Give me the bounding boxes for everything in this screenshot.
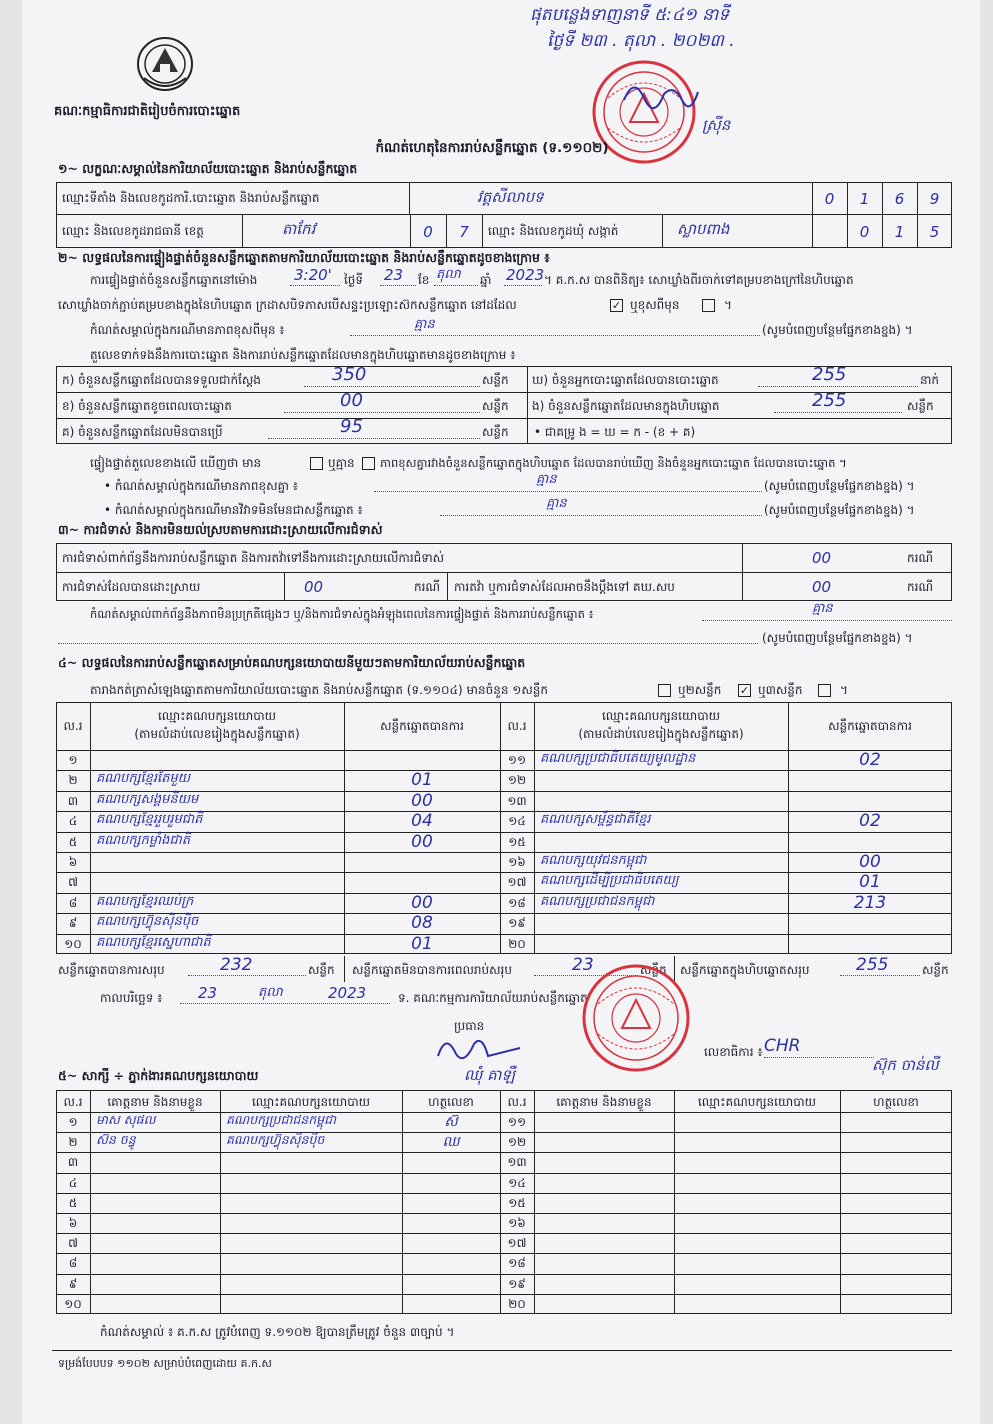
section-4-title: ៤~ លទ្ធផលនៃការរាប់សន្លឹកឆ្នោតសម្រាប់គណបក្សនយោបាយនីមួយៗតាមការិយាល័យរាប់សន្លឹកឆ្នោត	[58, 655, 526, 670]
fill-back-note: (សូមបំពេញបន្ថែមផ្នែកខាងខ្នង) ។	[764, 479, 915, 493]
chairman-signature-icon	[434, 1030, 524, 1070]
nec-emblem-icon	[134, 34, 196, 94]
col-votes-header: សន្លឹកឆ្នោតបានការ	[828, 719, 912, 733]
witness-col-no: ល.រ	[507, 1095, 527, 1109]
fill-back-note: (សូមបំពេញបន្ថែមផ្នែកខាងខ្នង) ។	[762, 323, 913, 337]
result-party-name: គណបក្សកម្លាំងជាតិ	[96, 832, 191, 848]
station-code-digit: 1	[859, 190, 870, 208]
sheet-2-checkbox[interactable]: ✓	[739, 684, 750, 697]
note-change-label: កំណត់សម្គាល់ក្នុងករណីមានភាពខុសពីមុន ៖	[90, 323, 285, 337]
changed-checkbox[interactable]	[702, 299, 715, 312]
result-row-no: ៦	[68, 855, 78, 869]
col-no-header: ល.រ	[63, 719, 83, 733]
result-row-no: ៨	[68, 895, 78, 910]
witness-signature: ឈ	[442, 1134, 460, 1151]
unit-sheets: សន្លឹក	[907, 399, 934, 413]
commune-label: ឈ្មោះ និងលេខកូដឃុំ សង្កាត់	[488, 224, 619, 238]
handwritten-date-note: ថ្ងៃទី ២៣ . តុលា . ២០២៣ .	[547, 31, 735, 51]
result-row-no: ១៣	[507, 793, 527, 808]
witness-row-no: ២០	[508, 1296, 526, 1311]
witness-party: គណបក្សហ៊្វុនស៊ិនប៉ិច	[226, 1132, 325, 1148]
result-votes: 00	[411, 790, 433, 811]
result-votes: 01	[411, 933, 433, 954]
section-3-title: ៣~ ការជំទាស់ និងការមិនយល់ស្របតាមការដោះស្រាយលើការជំទាស់	[58, 522, 383, 537]
fill-back-note: (សូមបំពេញបន្ថែមផ្នែកខាងខ្នង) ។	[762, 631, 913, 645]
total-valid-label: សន្លឹកឆ្នោតបានការសរុប	[58, 963, 165, 977]
verify-month-value: តុលា	[436, 267, 461, 282]
changed-label: ឬខុសពីមុន	[630, 298, 680, 312]
witness-name: មាស សុផល	[96, 1112, 156, 1127]
witness-signature: ស៊	[444, 1114, 458, 1130]
date-day: 23	[198, 984, 218, 1002]
station-code-digit: 9	[929, 190, 940, 208]
difference-no-checkbox[interactable]	[362, 457, 375, 470]
verify-year-value: 2023	[506, 266, 545, 284]
result-party-name: គណបក្សសង្គមនិយម	[96, 791, 199, 807]
section-1-title: ១~ លក្ខណៈសម្គាល់នៃការិយាល័យបោះឆ្នោត និងរាប់សន្លឹកឆ្នោត	[58, 161, 358, 176]
difference-text-2: ភាពខុសគ្នារវាងចំនួនសន្លឹកឆ្នោតក្នុងហិបឆ្នោត ដែលបានរាប់ឃើញ និងចំនួនអ្នកបោះឆ្នោត ដែលបានបោះឆ្នោត ។	[380, 456, 847, 470]
unit-cases: ករណី	[907, 551, 934, 565]
received-ballots-label: ក) ចំនួនសន្លឹកឆ្នោតដែលបានទទួលជាក់ស្តែង	[62, 373, 261, 387]
unit-cases: ករណី	[414, 580, 441, 594]
form-title: កំណត់ហេតុនៃការរាប់សន្លឹកឆ្នោត (ទ.១១០២)	[375, 140, 609, 156]
result-row-no: ១០	[64, 936, 82, 951]
result-row-no: ១៦	[508, 855, 526, 869]
polling-station-value: វត្តសីលាបទ	[477, 188, 544, 206]
result-votes: 01	[411, 770, 433, 791]
date-label: កាលបរិច្ឆេទ ៖	[100, 991, 163, 1005]
difference-none-label: ឬគ្មាន	[328, 456, 355, 470]
date-month: តុលា	[258, 985, 283, 1000]
resolved-objection-label: ការជំទាស់ដែលបានដោះស្រាយ	[62, 580, 201, 594]
witness-row-no: ៤	[68, 1175, 78, 1190]
witness-col-signature: ហត្ថលេខា	[428, 1095, 474, 1109]
result-row-no: ១៩	[508, 916, 526, 931]
witness-row-no: ១៩	[508, 1276, 526, 1291]
note-dispute-label: • កំណត់សម្គាល់ក្នុងករណីមានវិវាទមិនមែនជាសន្លឹកឆ្នោត ៖	[104, 503, 363, 517]
handwritten-time-note: ផុតបន្លេងទាញនាទី ៥:៤១ នាទី	[530, 5, 730, 25]
footer-note: កំណត់សម្គាល់ ៖ គ.ក.ស ត្រូវបំពេញ ទ.១១០២ ឱ្យបានត្រឹមត្រូវ ចំនួន ៣ច្បាប់ ។	[100, 1325, 455, 1339]
spoiled-ballots-value: 00	[340, 390, 363, 411]
col-party-subheader: (តាមលំដាប់លេខរៀងក្នុងសន្លឹកឆ្នោត)	[578, 727, 744, 741]
result-row-no: ៤	[68, 814, 78, 829]
result-row-no: ១១	[507, 753, 527, 767]
result-row-no: ២	[68, 773, 78, 788]
difference-yes-checkbox[interactable]	[310, 457, 323, 470]
secretary-name: ស៊ុក ចាន់លី	[872, 1056, 939, 1074]
irregularity-note-value: គ្មាន	[812, 601, 833, 616]
commune-code-digit: 0	[859, 223, 870, 241]
total-box-label: សន្លឹកឆ្នោតក្នុងហិបឆ្នោតសរុប	[680, 963, 810, 977]
result-row-no: ១២	[507, 773, 527, 788]
col-party-subheader: (តាមលំដាប់លេខរៀងក្នុងសន្លឹកឆ្នោត)	[134, 727, 300, 741]
witness-row-no: ៩	[68, 1276, 78, 1291]
verify-day-text: ថ្ងៃទី	[344, 273, 364, 287]
witness-row-no: ១០	[64, 1296, 82, 1311]
witness-row-no: ៧	[68, 1236, 78, 1251]
witness-col-party: ឈ្មោះគណបក្សនយោបាយ	[251, 1095, 371, 1109]
verify-statement: ។ គ.ក.ស បានពិនិត្យ៖ សោឃ្លាំងពីរចាក់ទៅគម្របខាងក្រៅនៃហិបឆ្នោត	[544, 273, 854, 287]
result-row-no: ៥	[68, 834, 78, 849]
tally-sheet-text: តារាងកត់ត្រាសំឡេងឆ្នោតតាមការិយាល័យបោះឆ្នោត និងរាប់សន្លឹកឆ្នោត (ទ.១១០៤) មានចំនួន ១សន្លឹក	[90, 683, 548, 697]
result-party-name: គណបក្សប្រជាជនកម្ពុជា	[540, 893, 655, 909]
col-votes-header: សន្លឹកឆ្នោតបានការ	[380, 719, 464, 733]
result-votes: 00	[411, 831, 433, 852]
verify-year-text: ឆ្នាំ	[480, 273, 492, 287]
result-votes: 213	[853, 892, 887, 913]
province-code-digit: 0	[423, 223, 433, 241]
col-no-header: ល.រ	[507, 719, 527, 733]
result-row-no: ២០	[508, 936, 526, 951]
verify-time-text: ការផ្ទៀងផ្ទាត់ចំនួនសន្លឹកឆ្នោតនៅម៉ោង	[90, 273, 258, 287]
seal-signature-icon	[620, 70, 700, 120]
result-votes: 00	[411, 892, 433, 913]
station-code-digit: 6	[894, 190, 905, 208]
unit-sheets: សន្លឹក	[482, 399, 509, 413]
irregularity-note-label: កំណត់សម្គាល់ពាក់ព័ន្ធនឹងភាពមិនប្រក្រតីផ្សេងៗ ឬ/និងការជំទាស់ក្នុងអំឡុងពេលនៃការផ្ទៀងផ្ទាត់ និងការរាប់សន្លឹកឆ្នោត ៖	[90, 607, 594, 621]
witness-row-no: ១៤	[508, 1175, 526, 1190]
appeal-label: ការតវ៉ា ឬការជំទាស់ដែលអាចនឹងប្តឹងទៅ គឃ.សប	[454, 580, 675, 594]
result-row-no: ៩	[68, 916, 78, 931]
witness-col-signature: ហត្ថលេខា	[873, 1095, 919, 1109]
witness-col-name: គោត្តនាម និងនាមខ្លួន	[107, 1095, 203, 1109]
total-invalid-label: សន្លឹកឆ្នោតមិនបានការពេលរាប់សរុប	[352, 963, 512, 977]
result-party-name: គណបក្សខ្មែររួបរួមជាតិ	[96, 812, 203, 828]
result-votes: 02	[859, 750, 881, 770]
col-party-header: ឈ្មោះគណបក្សនយោបាយ	[157, 709, 277, 723]
unit-persons: នាក់	[920, 373, 940, 387]
result-votes: 00	[859, 852, 881, 872]
result-votes: 08	[411, 913, 433, 934]
result-row-no: ៧	[68, 875, 78, 890]
witness-party: គណបក្សប្រជាជនកម្ពុជា	[226, 1112, 336, 1127]
witness-row-no: ៣	[67, 1155, 79, 1170]
unit-sheets: សន្លឹក	[640, 963, 667, 977]
fill-back-note: (សូមបំពេញបន្ថែមផ្នែកខាងខ្នង) ។	[764, 503, 915, 517]
witness-name: ស៊ន ចន្ធូ	[96, 1132, 136, 1148]
verify-time-value: 3:20'	[294, 266, 332, 284]
objection-count-label: ការជំទាស់ពាក់ព័ន្ធនឹងការរាប់សន្លឹកឆ្នោត និងការតវ៉ាទៅនឹងការដោះស្រាយលើការជំទាស់	[62, 551, 445, 565]
same-checkbox[interactable]: ✓	[611, 299, 622, 312]
unit-sheets: សន្លឹក	[482, 425, 509, 439]
verify-statement-2: សោឃ្លាំងចាក់ភ្ជាប់គម្របខាងក្នុងនៃហិបឆ្នោត ក្រដាសបិទភាសបើសន្ទះប្រឡោះស៊កសន្លឹកឆ្នោត នៅដដែល	[58, 298, 517, 312]
station-code-digit: 0	[824, 190, 835, 208]
footer-form-label: ទម្រង់បែបបទ ១១០២ សម្រាប់បំពេញដោយ គ.ក.ស	[58, 1357, 272, 1370]
result-votes: 01	[859, 872, 881, 893]
witness-row-no: ១	[68, 1115, 78, 1129]
polling-station-label: ឈ្មោះទីតាំង និងលេខកូដការិ.បោះឆ្នោត និងរាប់សន្លឹកឆ្នោត	[62, 191, 320, 205]
sheet-3-label: ឬ៣សន្លឹក	[758, 683, 803, 697]
note-dispute-value: គ្មាន	[546, 496, 567, 511]
witness-row-no: ១៨	[508, 1256, 526, 1271]
form-page	[22, 0, 980, 1424]
date-year: 2023	[328, 984, 367, 1002]
witness-row-no: ២	[68, 1135, 78, 1150]
period-mark: ។	[724, 298, 732, 312]
objection-count-value: 00	[812, 549, 832, 567]
sheet-3-checkbox[interactable]	[818, 684, 831, 697]
witness-row-no: ១៥	[508, 1195, 526, 1210]
witness-row-no: ១៧	[507, 1236, 527, 1251]
total-valid-value: 232	[220, 955, 253, 975]
spoiled-ballots-label: ខ) ចំនួនសន្លឹកឆ្នោតខូចពេលបោះឆ្នោត	[62, 399, 232, 413]
stamp-initial: ស្រ៊ីន	[702, 116, 731, 134]
result-row-no: ១	[68, 753, 78, 767]
section-2-title: ២~ លទ្ធផលនៃការផ្ទៀងផ្ទាត់ចំនួនសន្លឹកឆ្នោតតាមការិយាល័យបោះឆ្នោត និងរាប់សន្លឹកឆ្នោតដូចខាងក្រោម ៖	[58, 250, 550, 265]
sheet-1-checkbox[interactable]	[658, 684, 671, 697]
total-invalid-value: 23	[572, 955, 594, 975]
received-ballots-value: 350	[332, 364, 367, 385]
witness-row-no: ១១	[507, 1115, 527, 1129]
appeal-value: 00	[812, 578, 832, 596]
result-row-no: ១៨	[508, 895, 526, 910]
result-party-name: គណបក្សខ្មែរឈប់ក្រ	[96, 893, 194, 909]
committee-seal-icon	[578, 962, 694, 1074]
result-party-name: គណបក្សដើម្បីប្រជាធិបតេយ្យ	[540, 873, 679, 889]
period-mark: ។	[840, 683, 848, 697]
secretary-label: លេខាធិការ ៖	[704, 1045, 763, 1059]
figures-intro: តួលេខទាក់ទងនឹងការបោះឆ្នោត និងការរាប់សន្លឹកឆ្នោតដែលមានក្នុងហិបឆ្នោតមានដូចខាងក្រោម ៖	[90, 348, 516, 362]
witness-col-name: គោត្តនាម និងនាមខ្លួន	[556, 1095, 652, 1109]
unit-cases: ករណី	[907, 580, 934, 594]
note-change-value: គ្មាន	[414, 317, 435, 332]
unit-sheets: សន្លឹក	[308, 963, 335, 977]
ballots-in-box-value: 255	[812, 390, 847, 411]
unit-sheets: សន្លឹក	[922, 963, 949, 977]
formula-note: • ជាគម្រូ ង = ឃ = ក - (ខ + គ)	[534, 425, 696, 439]
unused-ballots-value: 95	[340, 416, 363, 437]
result-row-no: ១៤	[508, 814, 526, 829]
result-party-name: គណបក្សខ្មែរតែមួយ	[96, 771, 191, 787]
province-label: ឈ្មោះ និងលេខកូដរាជធានី ខេត្ត	[62, 224, 204, 238]
verify-month-text: ខែ	[418, 273, 430, 287]
verify-day-value: 23	[384, 266, 404, 284]
result-row-no: ១៧	[507, 875, 527, 890]
voters-voted-value: 255	[812, 364, 847, 385]
section-5-title: ៥~ សាក្សី ÷ ភ្នាក់ងារគណបក្សនយោបាយ	[58, 1068, 259, 1083]
chairman-name: ឈុំ គាឡឺ	[464, 1066, 515, 1084]
witness-col-party: ឈ្មោះគណបក្សនយោបាយ	[697, 1095, 817, 1109]
voters-voted-label: ឃ) ចំនួនអ្នកបោះឆ្នោតដែលបានបោះឆ្នោត	[532, 373, 719, 387]
witness-row-no: ៨	[68, 1256, 78, 1271]
commune-value: ស្លាបពាង	[677, 220, 730, 238]
difference-text: ផ្ទៀងផ្ទាត់តួលេខខាងលើ ឃើញថា មាន	[90, 456, 262, 470]
witness-row-no: ១៣	[507, 1155, 527, 1170]
col-party-header: ឈ្មោះគណបក្សនយោបាយ	[601, 709, 721, 723]
total-box-value: 255	[856, 955, 889, 975]
result-votes: 02	[859, 811, 881, 832]
result-party-name: គណបក្សខ្មែរស្នេហាជាតិ	[96, 934, 211, 950]
result-party-name: គណបក្សសម្ព័ន្ធជាតិខ្មែរ	[540, 812, 651, 828]
witness-row-no: ៥	[68, 1195, 78, 1210]
witness-row-no: ៦	[68, 1216, 78, 1230]
result-row-no: ៣	[67, 793, 79, 808]
unused-ballots-label: គ) ចំនួនសន្លឹកឆ្នោតដែលមិនបានប្រើ	[62, 425, 223, 439]
ballots-in-box-label: ង) ចំនួនសន្លឹកឆ្នោតដែលមានក្នុងហិបឆ្នោត	[532, 399, 720, 413]
committee-sign-label: ទ. គណៈកម្មការការិយាល័យរាប់សន្លឹកឆ្នោត	[398, 991, 588, 1005]
province-value: តាកែវ	[282, 220, 316, 238]
result-row-no: ១៥	[508, 834, 526, 849]
secretary-signature: CHR	[764, 1036, 801, 1056]
resolved-objection-value: 00	[304, 578, 324, 596]
result-votes: 04	[411, 811, 433, 832]
witness-row-no: ១៦	[508, 1216, 526, 1230]
witness-row-no: ១២	[507, 1135, 527, 1150]
sheet-2-label: ឬ២សន្លឹក	[678, 683, 722, 697]
unit-sheets: សន្លឹក	[482, 373, 509, 387]
note-difference-label: • កំណត់សម្គាល់ក្នុងករណីមានភាពខុសគ្នា ៖	[104, 479, 299, 493]
note-difference-value: គ្មាន	[536, 472, 557, 487]
commune-code-digit: 1	[894, 223, 905, 241]
chairman-label: ប្រធាន	[454, 1019, 485, 1033]
result-party-name: គណបក្សយុវជនកម្ពុជា	[540, 853, 647, 868]
result-party-name: គណបក្សប្រជាធិបតេយ្យមូលដ្ឋាន	[540, 751, 696, 766]
result-party-name: គណបក្សហ៊្វុនស៊ិនប៉ិច	[96, 914, 199, 930]
committee-name: គណៈកម្មាធិការជាតិរៀបចំការបោះឆ្នោត	[54, 104, 241, 119]
witness-col-no: ល.រ	[63, 1095, 83, 1109]
commune-code-digit: 5	[929, 223, 940, 241]
province-code-digit: 7	[459, 223, 469, 241]
